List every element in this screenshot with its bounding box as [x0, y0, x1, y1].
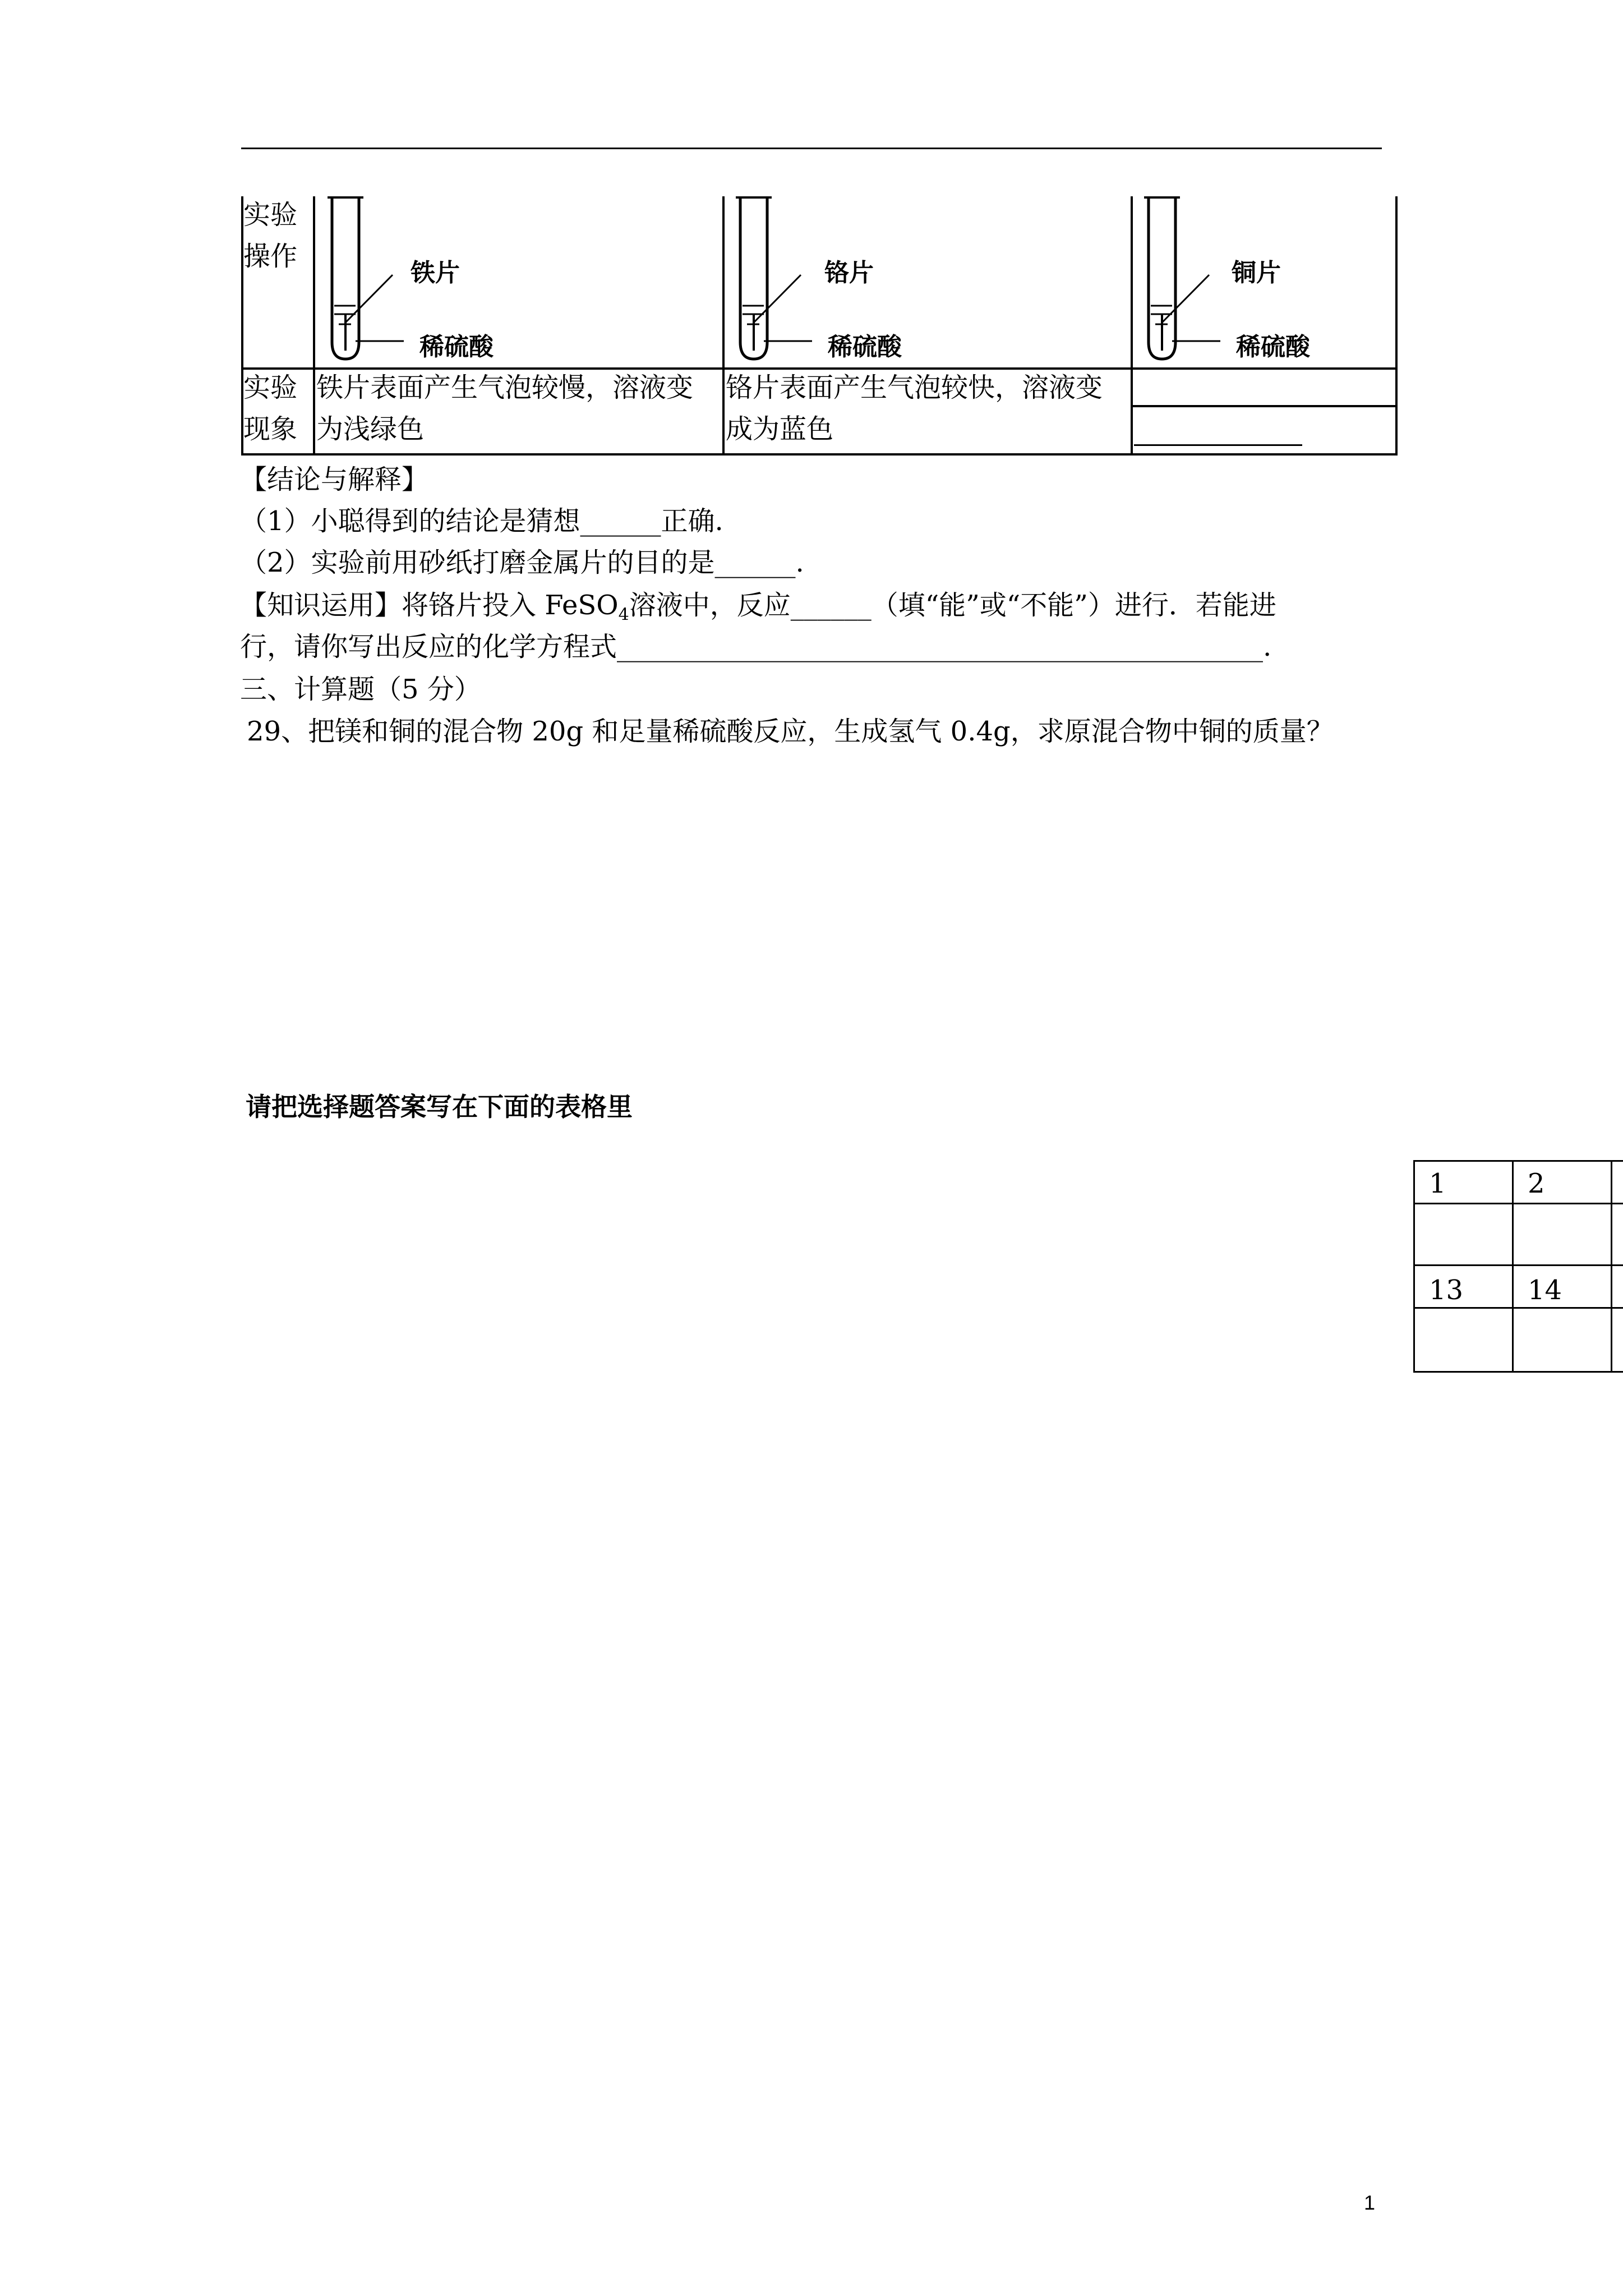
question-2: （2）实验前用砂纸打磨金属片的目的是______.: [240, 547, 804, 578]
question-1: （1）小聪得到的结论是猜想______正确.: [240, 505, 723, 537]
label-acid-2: 稀硫酸: [828, 333, 902, 361]
label-copper: 铜片: [1232, 259, 1281, 287]
knowledge-line-1: 【知识运用】将铬片投入 FeSO$_4$溶液中，反应______（填“能”或“不能”）进行．若能进: [240, 590, 1276, 625]
conclusion-heading: 【结论与解释】: [240, 464, 429, 495]
grid-cell-14: 14: [1528, 1274, 1562, 1306]
answer-instruction: 请把选择题答案写在下面的表格里: [246, 1092, 633, 1122]
answer-grid: [1413, 1160, 1623, 1373]
row-header-operation: 实验 操作: [243, 199, 298, 272]
label-chromium: 铬片: [824, 259, 874, 287]
grid-cell-1: 1: [1429, 1168, 1446, 1199]
grid-cell-2: 2: [1528, 1168, 1545, 1199]
knowledge-line-2: 行，请你写出反应的化学方程式________________________________________________.: [240, 631, 1272, 662]
label-acid-3: 稀硫酸: [1236, 333, 1310, 361]
row-header-phenomenon: 实验 现象: [243, 372, 298, 445]
section-3-heading: 三、计算题（5 分）: [240, 674, 481, 705]
page-number: 1: [1364, 2191, 1376, 2214]
observation-copper-blank[interactable]: [1134, 439, 1544, 446]
experiment-table: [241, 196, 1398, 455]
label-iron: 铁片: [411, 259, 460, 287]
grid-cell-13: 13: [1429, 1274, 1464, 1306]
question-29: 29、把镁和铜的混合物 20g 和足量稀硫酸反应，生成氢气 0.4g，求原混合物中铜的质量？: [247, 716, 1334, 747]
label-acid-1: 稀硫酸: [419, 333, 494, 361]
header-rule: [241, 148, 1382, 149]
observation-iron: 铁片表面产生气泡较慢，溶液变 为浅绿色: [316, 372, 694, 445]
observation-chromium: 铬片表面产生气泡较快，溶液变 成为蓝色: [726, 372, 1103, 445]
